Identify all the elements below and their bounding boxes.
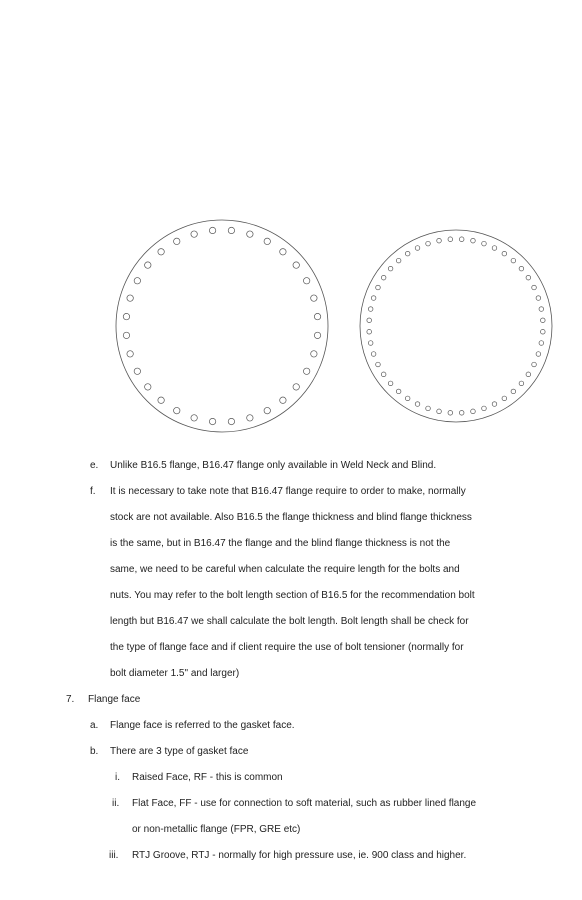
flange-left-bolt-hole-1 (228, 227, 234, 233)
item-iii-line-1: RTJ Groove, RTJ - normally for high pressure use, ie. 900 class and higher. (132, 850, 467, 861)
item-f-line-8: bolt diameter 1.5" and larger) (110, 668, 240, 679)
flange-left-bolt-hole-18 (191, 415, 197, 421)
item-ii-line-2: or non-metallic flange (FPR, GRE etc) (132, 824, 301, 835)
flange-left-bolt-hole-25 (123, 313, 129, 319)
flange-left-bolt-hole-19 (174, 407, 180, 413)
item-b-line-1: There are 3 type of gasket face (110, 746, 249, 757)
flange-right-bolt-hole-24 (459, 411, 464, 416)
flange-left-bolt-hole-28 (145, 262, 151, 268)
list-marker-iii: iii. (109, 850, 119, 861)
flange-right-bolt-hole-22 (482, 406, 487, 411)
flange-right-bolt-holes (367, 237, 545, 415)
flange-left-bolt-hole-7 (311, 295, 317, 301)
flange-left-bolt-hole-13 (280, 397, 286, 403)
flange-left-bolt-hole-12 (293, 384, 299, 390)
flange-left-bolt-hole-17 (209, 418, 215, 424)
flange-right-bolt-hole-33 (376, 362, 381, 367)
flange-right-bolt-hole-43 (396, 258, 401, 263)
flange-right-bolt-hole-27 (426, 406, 431, 411)
flange-right-bolt-hole-20 (502, 396, 507, 401)
flange-right-bolt-hole-13 (541, 329, 546, 334)
flange-left-bolt-hole-31 (191, 231, 197, 237)
item-f-line-1: It is necessary to take note that B16.47 flange require to order to make, normally (110, 486, 466, 497)
flange-left-bolt-hole-10 (311, 351, 317, 357)
flange-right-bolt-hole-1 (459, 237, 464, 242)
item-ii-line-1: Flat Face, FF - use for connection to soft material, such as rubber lined flange (132, 798, 477, 809)
item-f-line-4: same, we need to be careful when calculate the require length for the bolts and (110, 564, 460, 575)
item-f-line-5: nuts. You may refer to the bolt length section of B16.5 for the recommendation bolt (110, 590, 475, 601)
flange-left-bolt-hole-23 (127, 351, 133, 357)
flange-left-bolt-hole-9 (314, 332, 320, 338)
flange-left-bolt-hole-11 (303, 368, 309, 374)
flange-right-bolt-hole-25 (448, 411, 453, 416)
flange-right-bolt-hole-45 (415, 246, 420, 251)
flange-right-bolt-hole-41 (381, 275, 386, 280)
flange-right-bolt-hole-2 (471, 238, 476, 243)
flange-left-bolt-hole-29 (158, 249, 164, 255)
flange-right-bolt-hole-47 (437, 238, 442, 243)
flange-right-bolt-hole-30 (396, 389, 401, 394)
flange-right-bolt-hole-21 (492, 402, 497, 407)
flange-right-bolt-hole-5 (502, 251, 507, 256)
flange-left-bolt-hole-27 (134, 278, 140, 284)
flange-right-outline (360, 230, 552, 422)
flange-right-bolt-hole-44 (405, 251, 410, 256)
flange-right-bolt-hole-11 (539, 307, 544, 312)
flange-right-bolt-hole-18 (519, 381, 524, 386)
flange-right-bolt-hole-15 (536, 352, 541, 357)
flange-right-bolt-hole-26 (437, 409, 442, 414)
flange-right-bolt-hole-40 (376, 285, 381, 290)
flange-right-bolt-hole-14 (539, 341, 544, 346)
flange-right-bolt-hole-42 (388, 266, 393, 271)
flange-left-outline (116, 220, 328, 432)
flange-left-bolt-hole-26 (127, 295, 133, 301)
flange-right-bolt-hole-32 (381, 372, 386, 377)
flange-right-bolt-hole-29 (405, 396, 410, 401)
flange-right-bolt-hole-10 (536, 296, 541, 301)
flange-right-bolt-hole-28 (415, 402, 420, 407)
item-e-line-1: Unlike B16.5 flange, B16.47 flange only available in Weld Neck and Blind. (110, 460, 437, 471)
flange-right-bolt-hole-4 (492, 246, 497, 251)
list-marker-a: a. (90, 720, 99, 731)
flange-right-bolt-hole-38 (368, 307, 373, 312)
item-a-line-1: Flange face is referred to the gasket face. (110, 720, 295, 731)
list-marker-f: f. (90, 486, 96, 497)
flange-left-bolt-holes (123, 227, 320, 424)
flange-right-bolt-hole-3 (482, 241, 487, 246)
flange-right-bolt-hole-19 (511, 389, 516, 394)
flange-right-bolt-hole-39 (371, 296, 376, 301)
flange-right-bolt-hole-34 (371, 352, 376, 357)
flange-left-bolt-hole-24 (123, 332, 129, 338)
flange-left-bolt-hole-20 (158, 397, 164, 403)
flange-right-bolt-hole-36 (367, 329, 372, 334)
flange-right-bolt-hole-17 (526, 372, 531, 377)
list-marker-b: b. (90, 746, 99, 757)
flange-right-bolt-hole-35 (368, 341, 373, 346)
flange-left-bolt-hole-32 (209, 227, 215, 233)
flange-left-bolt-hole-5 (293, 262, 299, 268)
flange-left-bolt-hole-8 (314, 313, 320, 319)
item-f-line-3: is the same, but in B16.47 the flange and the blind flange thickness is not the (110, 538, 451, 549)
flange-right-bolt-hole-48 (448, 237, 453, 242)
item-f-line-6: length but B16.47 we shall calculate the bolt length. Bolt length shall be check for (110, 616, 469, 627)
flange-right-bolt-hole-8 (526, 275, 531, 280)
flange-left-bolt-hole-2 (247, 231, 253, 237)
flange-left-bolt-hole-3 (264, 238, 270, 244)
flange-right-bolt-hole-6 (511, 258, 516, 263)
flange-right-bolt-hole-23 (471, 409, 476, 414)
flange-right-bolt-hole-12 (541, 318, 546, 323)
flange-right-bolt-hole-31 (388, 381, 393, 386)
item-f-line-2: stock are not available. Also B16.5 the flange thickness and blind flange thickness (110, 512, 472, 523)
flange-left-bolt-hole-21 (145, 384, 151, 390)
flange-left-bolt-hole-14 (264, 407, 270, 413)
section-heading-flange-face: Flange face (88, 694, 141, 705)
flange-left-bolt-hole-4 (280, 249, 286, 255)
list-marker-i: i. (115, 772, 120, 783)
flange-right-bolt-hole-37 (367, 318, 372, 323)
item-i-line-1: Raised Face, RF - this is common (132, 772, 283, 783)
flange-left-bolt-hole-15 (247, 415, 253, 421)
item-f-line-7: the type of flange face and if client require the use of bolt tensioner (normally for (110, 642, 464, 653)
flange-bolt-hole-figure (0, 0, 582, 440)
flange-left-bolt-hole-22 (134, 368, 140, 374)
flange-right-bolt-hole-46 (426, 241, 431, 246)
flange-right-bolt-hole-7 (519, 266, 524, 271)
flange-right-bolt-hole-9 (532, 285, 537, 290)
flange-right-bolt-hole-16 (532, 362, 537, 367)
flange-left-bolt-hole-16 (228, 418, 234, 424)
list-marker-ii: ii. (112, 798, 120, 809)
flange-left-bolt-hole-6 (303, 278, 309, 284)
section-number-7: 7. (66, 694, 75, 705)
flange-left-bolt-hole-30 (174, 238, 180, 244)
list-marker-e: e. (90, 460, 99, 471)
